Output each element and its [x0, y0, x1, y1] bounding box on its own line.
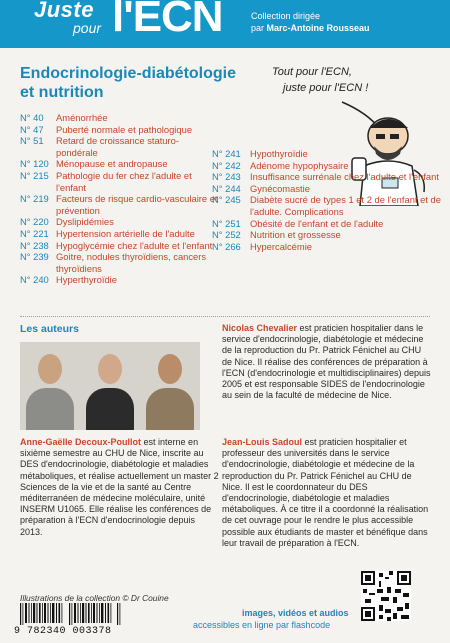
list-item: [20, 112, 220, 124]
item-number: N° 240: [20, 274, 49, 286]
list-item: [212, 241, 442, 253]
collection-label: Collection dirigée: [251, 11, 321, 21]
item-text: Hypercalcémie: [250, 240, 312, 252]
author-bio-text: est praticien hospitalier dans le service d'endocrinologie, diabétologie et médecine de la reproduction du Pr. Patrick Fénichel au CHU de Nice. Il réalise des conférences de préparation à l'ECN (d'endocrinologie et multidisciplinaires) depuis 2005 et est responsable SIDES de l'endocrinologie au sein de la faculté de médecine de Nice.: [222, 323, 431, 401]
photo-body: [86, 388, 134, 430]
author-bio-jean-louis: [222, 437, 432, 549]
item-number: N° 252: [212, 229, 241, 241]
item-number: N° 243: [212, 171, 241, 183]
items-list-left: [20, 112, 220, 286]
author-name: Nicolas Chevalier: [222, 323, 298, 333]
author-bio-text: est praticien hospitalier et professeur des universités dans le service d'endocrinologie, diabétologie et médecine de la reproduction du Pr. Patrick Fénichel au CHU de Nice. Il est le coordonnateur du DES d'endocrinologie, diabétologie et maladies métaboliques. À ce titre il a coordonné la réalisation de cet ouvrage pour le rendre le plus accessible possible aux étudiants de master et bénéfique dans leur travail de préparation à l'ECN.: [222, 437, 429, 548]
items-list-right: [212, 148, 442, 252]
list-item: [20, 228, 220, 240]
item-text: Retard de croissance staturo-pondérale: [56, 135, 179, 158]
item-text: Puberté normale et pathologique: [56, 123, 193, 135]
brand-juste: Juste: [34, 0, 94, 22]
list-item: [20, 193, 220, 216]
item-text: Ménopause et andropause: [56, 158, 168, 170]
list-item: [212, 229, 442, 241]
author-name: Jean-Louis Sadoul: [222, 437, 303, 447]
item-text: Hypertension artérielle de l'adulte: [56, 227, 195, 239]
list-item: [20, 135, 220, 158]
item-number: N° 221: [20, 227, 49, 239]
qr-code-icon: [361, 571, 411, 621]
slogan-line1: Tout pour l'ECN,: [272, 66, 352, 78]
photo-head: [158, 354, 182, 384]
author-name: Anne-Gaëlle Decoux-Poullot: [20, 437, 142, 447]
illustrations-credit: Illustrations de la collection © Dr Couine: [20, 593, 169, 603]
brand-pour: pour: [73, 20, 102, 36]
photo-head: [98, 354, 122, 384]
item-number: N° 219: [20, 193, 49, 205]
author-bio-anne: [20, 437, 220, 538]
item-text: Adénome hypophysaire: [250, 159, 349, 171]
item-number: N° 241: [212, 148, 241, 159]
barcode-number: 9 782340 003378: [14, 626, 112, 637]
item-text: Hypoglycémie chez l'adulte et l'enfant: [56, 239, 213, 251]
item-number: N° 47: [20, 123, 44, 135]
list-item: [20, 240, 220, 252]
item-text: Hypothyroïdie: [250, 148, 308, 159]
book-title: Endocrinologie-diabétologie et nutrition: [20, 65, 236, 101]
item-number: N° 266: [212, 240, 241, 252]
author-bio-text: est interne en sixième semestre au CHU de Nice, inscrite au DES d'endocrinologie, diabétologie et maladies métaboliques, et réalise actuellement un master 2 Sciences de la vie et de la santé au Centre méditerranéen de médecine moléculaire, unité INSERM U1065. Elle réalise les conférences de préparation à l'ECN d'endocrinologie depuis 2013.: [20, 437, 219, 537]
list-item: [212, 171, 442, 183]
item-text: Gynécomastie: [250, 182, 310, 194]
collection-director: Marc-Antoine Rousseau: [266, 23, 370, 33]
item-number: N° 245: [212, 194, 241, 206]
list-item: [20, 251, 220, 274]
item-number: N° 238: [20, 239, 49, 251]
media-line1: images, vidéos et audios: [242, 608, 349, 618]
list-item: [212, 160, 442, 172]
list-item: [20, 124, 220, 136]
item-number: N° 120: [20, 158, 49, 170]
item-text: Facteurs de risque cardio-vasculaire et prévention: [56, 193, 218, 216]
item-number: N° 251: [212, 217, 241, 229]
item-text: Aménorrhée: [56, 112, 108, 123]
photo-head: [38, 354, 62, 384]
list-item: [212, 183, 442, 195]
author-photo: [80, 342, 140, 430]
list-item: [20, 158, 220, 170]
item-text: Diabète sucré de types 1 et 2 de l'enfant et de l'adulte. Complications: [250, 194, 441, 217]
list-item: [20, 170, 220, 193]
section-divider: [20, 316, 430, 317]
brand-ecn: l'ECN: [112, 0, 223, 41]
list-item: [20, 274, 220, 286]
item-text: Goitre, nodules thyroïdiens, cancers thyroïdiens: [56, 251, 207, 274]
item-number: N° 220: [20, 216, 49, 228]
item-text: Dyslipidémies: [56, 216, 114, 228]
author-photo: [20, 342, 80, 430]
collection-director-line: [251, 23, 370, 33]
item-number: N° 242: [212, 159, 241, 171]
item-number: N° 239: [20, 251, 49, 263]
collection-prefix: par: [251, 23, 267, 33]
author-bio-nicolas: [222, 323, 432, 401]
item-text: Nutrition et grossesse: [250, 229, 341, 241]
header-banner: [0, 0, 450, 48]
item-number: N° 51: [20, 135, 44, 147]
item-text: Hyperthyroïdie: [56, 274, 117, 286]
item-text: Pathologie du fer chez l'adulte et l'enfant: [56, 169, 192, 193]
list-item: [212, 218, 442, 230]
item-text: Insuffisance surrénale chez l'adulte et l'enfant: [250, 171, 439, 183]
list-item: [212, 194, 442, 217]
item-number: N° 215: [20, 169, 49, 181]
author-photo: [140, 342, 200, 430]
list-item: [20, 216, 220, 228]
item-number: N° 40: [20, 112, 44, 123]
item-text: Obésité de l'enfant et de l'adulte: [250, 217, 384, 229]
list-item: [212, 148, 442, 160]
photo-body: [146, 388, 194, 430]
authors-heading: Les auteurs: [20, 323, 79, 335]
slogan-line2: juste pour l'ECN !: [283, 82, 369, 94]
photo-body: [26, 388, 74, 430]
item-number: N° 244: [212, 182, 241, 194]
media-line2: accessibles en ligne par flashcode: [193, 620, 331, 630]
